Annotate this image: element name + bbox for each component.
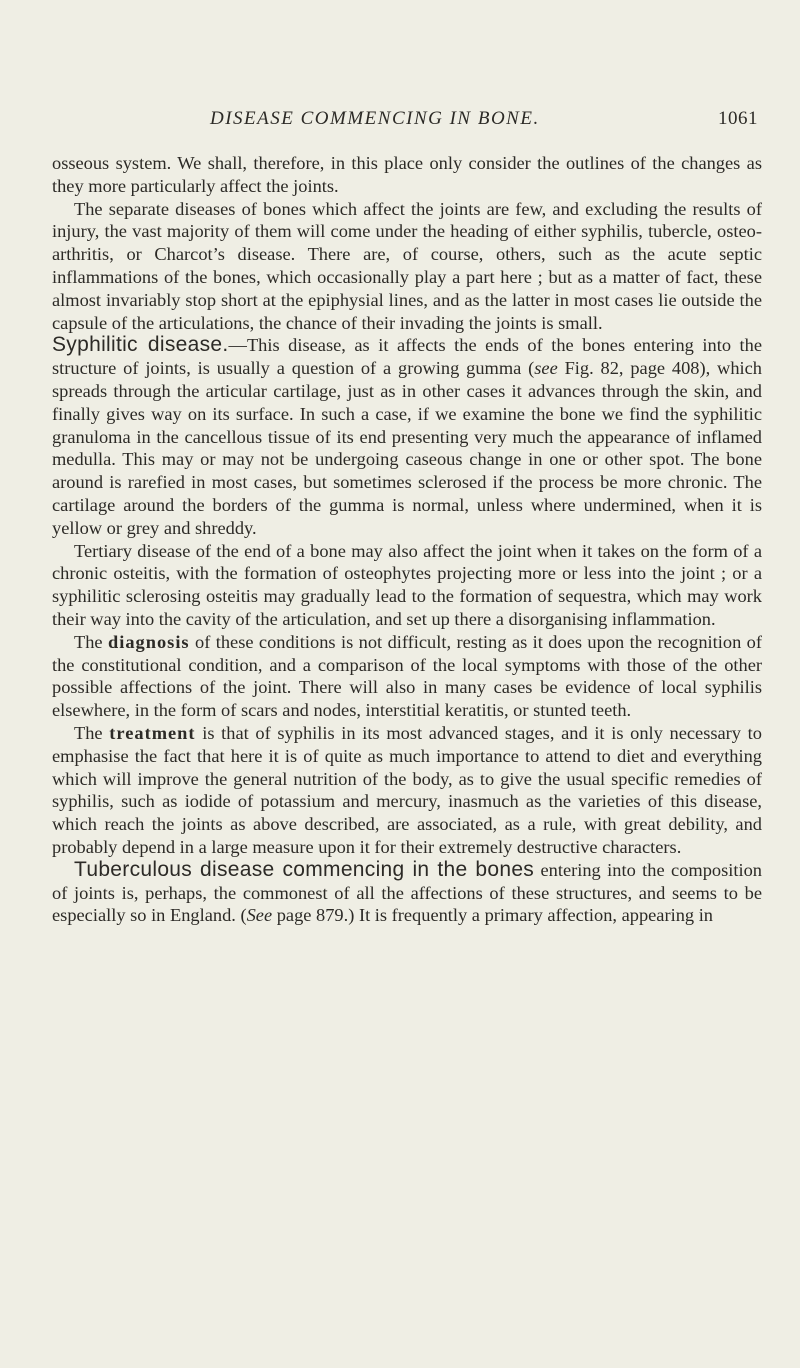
see-reference: See	[246, 905, 273, 926]
body-text	[52, 152, 762, 927]
paragraph-text: The	[74, 631, 109, 652]
paragraph-tertiary-disease: Tertiary disease of the end of a bone may also affect the joint when it takes on the form of a chronic osteitis, with the formation of osteophytes projecting more or less into the joint ; or a syphilitic sclerosing osteitis may gradually lead to the formation of sequestra, which may work their way into the cavity of the articulation, and set up there a disorganising inflammation.	[52, 540, 762, 629]
page-number: 1061	[718, 108, 758, 129]
running-header	[52, 108, 762, 148]
paragraph-text: The	[74, 722, 110, 743]
section-heading-tuberculous: Tuberculous disease commencing in the bones	[74, 857, 535, 881]
paragraph-text: page 879.) It is frequently a primary affection, appearing in	[272, 905, 713, 926]
paragraph-diagnosis	[52, 631, 762, 722]
running-title: DISEASE COMMENCING IN BONE.	[210, 108, 540, 129]
paragraph-intro: osseous system. We shall, therefore, in this place only consider the outlines of the changes as they more particularly affect the joints.	[52, 153, 762, 196]
book-page	[52, 108, 762, 1348]
term-diagnosis: diagnosis	[108, 631, 190, 652]
paragraph-separate-diseases: The separate diseases of bones which affect the joints are few, and excluding the results of injury, the vast majority of them will come under the heading of either syphilis, tubercle, osteo-arthritis, or Charcot’s disease. There are, of course, others, such as the acute septic inflammations of the bones, which occasionally play a part here ; but as a matter of fact, these almost invariably stop short at the epiphysial lines, and as the latter in most cases lie outside the capsule of the articulations, the chance of their invading the joints is small.	[52, 198, 762, 333]
paragraph-text: Fig. 82, page 408), which spreads through the articular cartilage, just as in other cases it advances through the skin, and finally gives way on its surface. In such a case, if we examine the bone we find the syphilitic granuloma in the cancellous tissue of its end presenting very much the appearance of inflamed medulla. This may or may not be undergoing caseous change in one or other spot. The bone around is rarefied in most cases, but sometimes sclerosed if the process be more chronic. The cartilage around the borders of the gumma is normal, unless where undermined, when it is yellow or grey and shreddy.	[52, 358, 762, 538]
term-treatment: treatment	[109, 722, 196, 743]
paragraph-text: is that of syphilis in its most advanced stages, and it is only necessary to emphasise the fact that here it is of quite as much importance to attend to diet and everything which will improve the general nutrition of the body, as to give the usual specific remedies of syphilis, such as iodide of potassium and mercury, inasmuch as the varieties of this disease, which reach the joints as above described, are associated, as a rule, with great debility, and probably depend in a large measure upon it for their extremely destructive characters.	[52, 722, 762, 857]
paragraph-tuberculous-disease	[52, 859, 762, 927]
paragraph-treatment	[52, 722, 762, 859]
section-heading-syphilitic: Syphilitic disease.	[52, 333, 229, 357]
paragraph-text: —This disease, as it affects the ends of the bones entering into the structure of joints, is usually a question of a growing gumma (	[52, 335, 762, 379]
paragraph-text: of these conditions is not difficult, resting as it does upon the recognition of the constitutional condition, and a comparison of the local symptoms with those of the other possible affections of the joint. There will also in many cases be evidence of local syphilis elsewhere, in the form of scars and nodes, interstitial keratitis, or stunted teeth.	[52, 631, 762, 721]
see-reference: see	[534, 358, 558, 379]
paragraph-syphilitic-disease	[52, 334, 762, 539]
paragraph-text: entering into the composition of joints is, perhaps, the commonest of all the affections of these structures, and seems to be especially so in England. (	[52, 859, 762, 926]
